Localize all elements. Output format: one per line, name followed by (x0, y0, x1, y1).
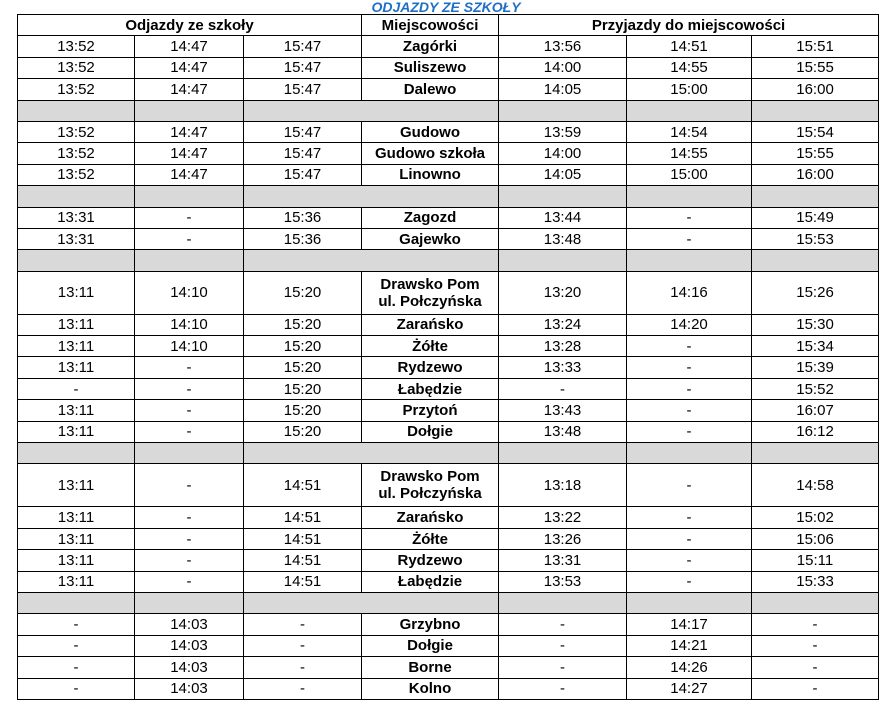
arrival-time: - (627, 228, 752, 249)
table-row (18, 678, 879, 699)
table-row (18, 528, 879, 549)
separator-cell (18, 250, 135, 271)
place-name (362, 421, 499, 442)
separator-cell (18, 592, 135, 613)
arrival-time: 15:30 (752, 314, 879, 335)
departure-time: 13:52 (18, 79, 135, 100)
departure-time: 14:51 (244, 571, 362, 592)
arrival-time: 15:49 (752, 207, 879, 228)
arrival-time: 14:54 (627, 121, 752, 142)
departure-time: 13:11 (18, 528, 135, 549)
table-row (18, 79, 879, 100)
arrival-time: - (627, 207, 752, 228)
place-name (362, 143, 499, 164)
departure-time: - (18, 635, 135, 656)
departure-time: - (18, 614, 135, 635)
arrival-time: - (752, 614, 879, 635)
separator-cell (627, 592, 752, 613)
table-row (18, 378, 879, 399)
arrival-time: 16:12 (752, 421, 879, 442)
separator-cell (135, 250, 244, 271)
place-name-line: Gudowo szkoła (375, 145, 486, 163)
arrival-time: 13:33 (499, 357, 627, 378)
separator-cell (18, 100, 135, 121)
departure-time: - (135, 378, 244, 399)
departure-time: 15:20 (244, 421, 362, 442)
timetable (17, 14, 879, 700)
departure-time: 13:52 (18, 143, 135, 164)
separator-cell (627, 100, 752, 121)
separator-cell (135, 100, 244, 121)
departure-time: - (135, 228, 244, 249)
timetable-body (18, 15, 879, 700)
arrival-time: 14:17 (627, 614, 752, 635)
arrival-time: 14:21 (627, 635, 752, 656)
departure-time: - (135, 571, 244, 592)
separator-cell (244, 443, 499, 464)
departure-time: - (135, 400, 244, 421)
separator-cell (627, 186, 752, 207)
arrival-time: 15:26 (752, 271, 879, 314)
place-name-line: Dalewo (403, 80, 457, 98)
arrival-time: - (752, 678, 879, 699)
arrival-time: - (627, 571, 752, 592)
departure-time: 14:47 (135, 57, 244, 78)
arrival-time: - (627, 550, 752, 571)
departure-time: 14:03 (135, 657, 244, 678)
departure-time: 15:47 (244, 36, 362, 57)
departure-time: 15:20 (244, 314, 362, 335)
table-row (18, 36, 879, 57)
arrival-time: - (499, 635, 627, 656)
place-name-line: Rydzewo (397, 359, 463, 377)
arrival-time: 16:07 (752, 400, 879, 421)
separator-cell (752, 443, 879, 464)
arrival-time: 13:31 (499, 550, 627, 571)
table-row (18, 228, 879, 249)
departure-time: 14:51 (244, 528, 362, 549)
place-name (362, 164, 499, 185)
table-row (18, 271, 879, 314)
arrival-time: - (627, 464, 752, 507)
arrival-time: 14:00 (499, 57, 627, 78)
arrival-time: 13:18 (499, 464, 627, 507)
departure-time: 13:11 (18, 336, 135, 357)
place-name-line: Łabędzie (397, 380, 463, 398)
departure-time: 13:52 (18, 36, 135, 57)
departure-time: 15:20 (244, 400, 362, 421)
arrival-time: - (499, 614, 627, 635)
place-name-line: Przytoń (402, 401, 458, 419)
departure-time: 13:11 (18, 314, 135, 335)
arrival-time: 13:56 (499, 36, 627, 57)
departure-time: 15:20 (244, 271, 362, 314)
separator-cell (135, 443, 244, 464)
departure-time: - (135, 464, 244, 507)
departure-time: - (244, 657, 362, 678)
departure-time: 14:47 (135, 121, 244, 142)
arrival-time: 13:28 (499, 336, 627, 357)
arrival-time: 14:05 (499, 79, 627, 100)
place-name (362, 79, 499, 100)
departure-time: 15:20 (244, 336, 362, 357)
place-name-line: Zarańsko (396, 509, 464, 527)
place-name-line: Borne (408, 658, 452, 676)
place-name (362, 207, 499, 228)
separator-cell (752, 592, 879, 613)
departure-time: 15:36 (244, 207, 362, 228)
departure-time: 13:31 (18, 228, 135, 249)
table-row (18, 143, 879, 164)
place-name-line: Dołgie (407, 423, 453, 441)
separator-cell (244, 186, 499, 207)
departure-time: - (135, 507, 244, 528)
separator-cell (499, 592, 627, 613)
arrival-time: 13:48 (499, 228, 627, 249)
place-name (362, 57, 499, 78)
table-row (18, 121, 879, 142)
place-name (362, 314, 499, 335)
arrival-time: - (627, 336, 752, 357)
arrival-time: - (627, 378, 752, 399)
place-name-line: Rydzewo (397, 551, 463, 569)
departure-time: 14:47 (135, 36, 244, 57)
departure-time: 13:11 (18, 464, 135, 507)
arrival-time: 13:43 (499, 400, 627, 421)
header-row (18, 15, 879, 36)
page-title: ODJAZDY ZE SZKOŁY (371, 0, 521, 15)
place-name-line: Żółte (412, 530, 448, 548)
departure-time: 15:47 (244, 164, 362, 185)
departure-time: 13:11 (18, 571, 135, 592)
arrival-time: 15:39 (752, 357, 879, 378)
departure-time: 14:47 (135, 143, 244, 164)
separator-cell (18, 443, 135, 464)
arrival-time: 15:00 (627, 164, 752, 185)
place-name (362, 507, 499, 528)
departure-time: 15:20 (244, 378, 362, 399)
table-row (18, 357, 879, 378)
arrival-time: - (627, 400, 752, 421)
arrival-time: - (499, 657, 627, 678)
separator-cell (627, 443, 752, 464)
arrival-time: - (627, 528, 752, 549)
departure-time: 14:10 (135, 314, 244, 335)
arrival-time: 15:34 (752, 336, 879, 357)
departure-time: 15:36 (244, 228, 362, 249)
arrival-time: 13:26 (499, 528, 627, 549)
departure-time: 14:47 (135, 164, 244, 185)
place-name (362, 528, 499, 549)
separator-cell (244, 592, 499, 613)
place-name (362, 378, 499, 399)
arrival-time: 14:58 (752, 464, 879, 507)
separator-cell (135, 592, 244, 613)
departure-time: - (244, 635, 362, 656)
places-header: Miejscowości (362, 15, 499, 36)
arrival-time: 15:55 (752, 143, 879, 164)
departure-time: 14:10 (135, 271, 244, 314)
place-name-line: Kolno (408, 680, 452, 698)
departure-time: 14:10 (135, 336, 244, 357)
arrival-time: 15:53 (752, 228, 879, 249)
departure-time: 13:11 (18, 550, 135, 571)
place-name-line: Linowno (399, 166, 461, 184)
place-name-line-2: ul. Połczyńska (378, 292, 482, 310)
departure-time: - (18, 378, 135, 399)
departure-time: - (244, 614, 362, 635)
place-name (362, 228, 499, 249)
departures-header: Odjazdy ze szkoły (18, 15, 362, 36)
place-name (362, 121, 499, 142)
arrival-time: - (499, 378, 627, 399)
place-name-line: Zarańsko (396, 316, 464, 334)
departure-time: 13:52 (18, 121, 135, 142)
departure-time: 14:51 (244, 550, 362, 571)
arrival-time: 15:02 (752, 507, 879, 528)
separator-cell (752, 186, 879, 207)
place-name (362, 336, 499, 357)
separator-row (18, 100, 879, 121)
separator-cell (244, 100, 499, 121)
place-name (362, 614, 499, 635)
place-name (362, 678, 499, 699)
arrival-time: 13:24 (499, 314, 627, 335)
arrival-time: 14:00 (499, 143, 627, 164)
arrival-time: 15:06 (752, 528, 879, 549)
departure-time: 13:11 (18, 400, 135, 421)
departure-time: 15:20 (244, 357, 362, 378)
separator-row (18, 186, 879, 207)
place-name-line: Drawsko Pom (380, 468, 480, 486)
departure-time: - (18, 657, 135, 678)
departure-time: 14:47 (135, 79, 244, 100)
place-name (362, 550, 499, 571)
arrival-time: 15:00 (627, 79, 752, 100)
departure-time: 15:47 (244, 121, 362, 142)
arrival-time: 13:48 (499, 421, 627, 442)
arrival-time: 14:05 (499, 164, 627, 185)
departure-time: - (135, 550, 244, 571)
table-row (18, 421, 879, 442)
arrival-time: 15:54 (752, 121, 879, 142)
departure-time: - (135, 357, 244, 378)
table-row (18, 207, 879, 228)
arrival-time: 14:16 (627, 271, 752, 314)
departure-time: 15:47 (244, 143, 362, 164)
departure-time: 14:03 (135, 635, 244, 656)
separator-cell (499, 100, 627, 121)
arrival-time: 13:22 (499, 507, 627, 528)
place-name (362, 357, 499, 378)
departure-time: 14:03 (135, 678, 244, 699)
separator-cell (18, 186, 135, 207)
table-row (18, 314, 879, 335)
place-name (362, 464, 499, 507)
separator-row (18, 250, 879, 271)
departure-time: 13:11 (18, 271, 135, 314)
departure-time: 14:51 (244, 464, 362, 507)
separator-cell (244, 250, 499, 271)
arrivals-header: Przyjazdy do miejscowości (499, 15, 879, 36)
place-name-line: Dołgie (407, 637, 453, 655)
departure-time: - (18, 678, 135, 699)
arrival-time: 15:33 (752, 571, 879, 592)
arrival-time: 13:20 (499, 271, 627, 314)
arrival-time: 16:00 (752, 164, 879, 185)
separator-cell (752, 100, 879, 121)
departure-time: - (135, 528, 244, 549)
arrival-time: 13:44 (499, 207, 627, 228)
departure-time: 13:11 (18, 357, 135, 378)
separator-row (18, 592, 879, 613)
departure-time: - (135, 421, 244, 442)
arrival-time: 14:26 (627, 657, 752, 678)
departure-time: 14:51 (244, 507, 362, 528)
departure-time: 14:03 (135, 614, 244, 635)
place-name-line: Zagórki (402, 38, 458, 56)
arrival-time: 15:55 (752, 57, 879, 78)
separator-row (18, 443, 879, 464)
arrival-time: 13:59 (499, 121, 627, 142)
place-name-line: Gudowo (400, 123, 461, 141)
departure-time: - (244, 678, 362, 699)
place-name-line: Suliszewo (393, 59, 467, 77)
place-name (362, 271, 499, 314)
arrival-time: 16:00 (752, 79, 879, 100)
departure-time: - (135, 207, 244, 228)
place-name-line: Łabędzie (397, 573, 463, 591)
table-row (18, 57, 879, 78)
departure-time: 13:52 (18, 57, 135, 78)
table-row (18, 635, 879, 656)
arrival-time: 14:55 (627, 143, 752, 164)
arrival-time: 14:20 (627, 314, 752, 335)
separator-cell (499, 186, 627, 207)
arrival-time: - (499, 678, 627, 699)
departure-time: 13:52 (18, 164, 135, 185)
separator-cell (135, 186, 244, 207)
arrival-time: - (627, 357, 752, 378)
departure-time: 13:11 (18, 507, 135, 528)
place-name (362, 400, 499, 421)
departure-time: 15:47 (244, 79, 362, 100)
arrival-time: 14:27 (627, 678, 752, 699)
place-name (362, 571, 499, 592)
place-name-line: Gajewko (399, 230, 461, 248)
table-row (18, 400, 879, 421)
table-row (18, 164, 879, 185)
table-row (18, 464, 879, 507)
table-row (18, 336, 879, 357)
place-name (362, 36, 499, 57)
departure-time: 15:47 (244, 57, 362, 78)
arrival-time: - (752, 635, 879, 656)
separator-cell (752, 250, 879, 271)
place-name-line: Drawsko Pom (380, 275, 480, 293)
arrival-time: - (627, 507, 752, 528)
separator-cell (499, 443, 627, 464)
place-name-line: Żółte (412, 337, 448, 355)
arrival-time: 15:52 (752, 378, 879, 399)
arrival-time: - (627, 421, 752, 442)
arrival-time: 14:55 (627, 57, 752, 78)
place-name-line-2: ul. Połczyńska (378, 485, 482, 503)
arrival-time: 14:51 (627, 36, 752, 57)
place-name-line: Grzybno (399, 616, 461, 634)
table-row (18, 657, 879, 678)
arrival-time: 13:53 (499, 571, 627, 592)
table-row (18, 550, 879, 571)
separator-cell (499, 250, 627, 271)
arrival-time: - (752, 657, 879, 678)
departure-time: 13:11 (18, 421, 135, 442)
place-name-line: Zagozd (403, 209, 457, 227)
place-name (362, 635, 499, 656)
arrival-time: 15:51 (752, 36, 879, 57)
table-row (18, 507, 879, 528)
departure-time: 13:31 (18, 207, 135, 228)
separator-cell (627, 250, 752, 271)
place-name (362, 657, 499, 678)
table-row (18, 614, 879, 635)
arrival-time: 15:11 (752, 550, 879, 571)
table-row (18, 571, 879, 592)
